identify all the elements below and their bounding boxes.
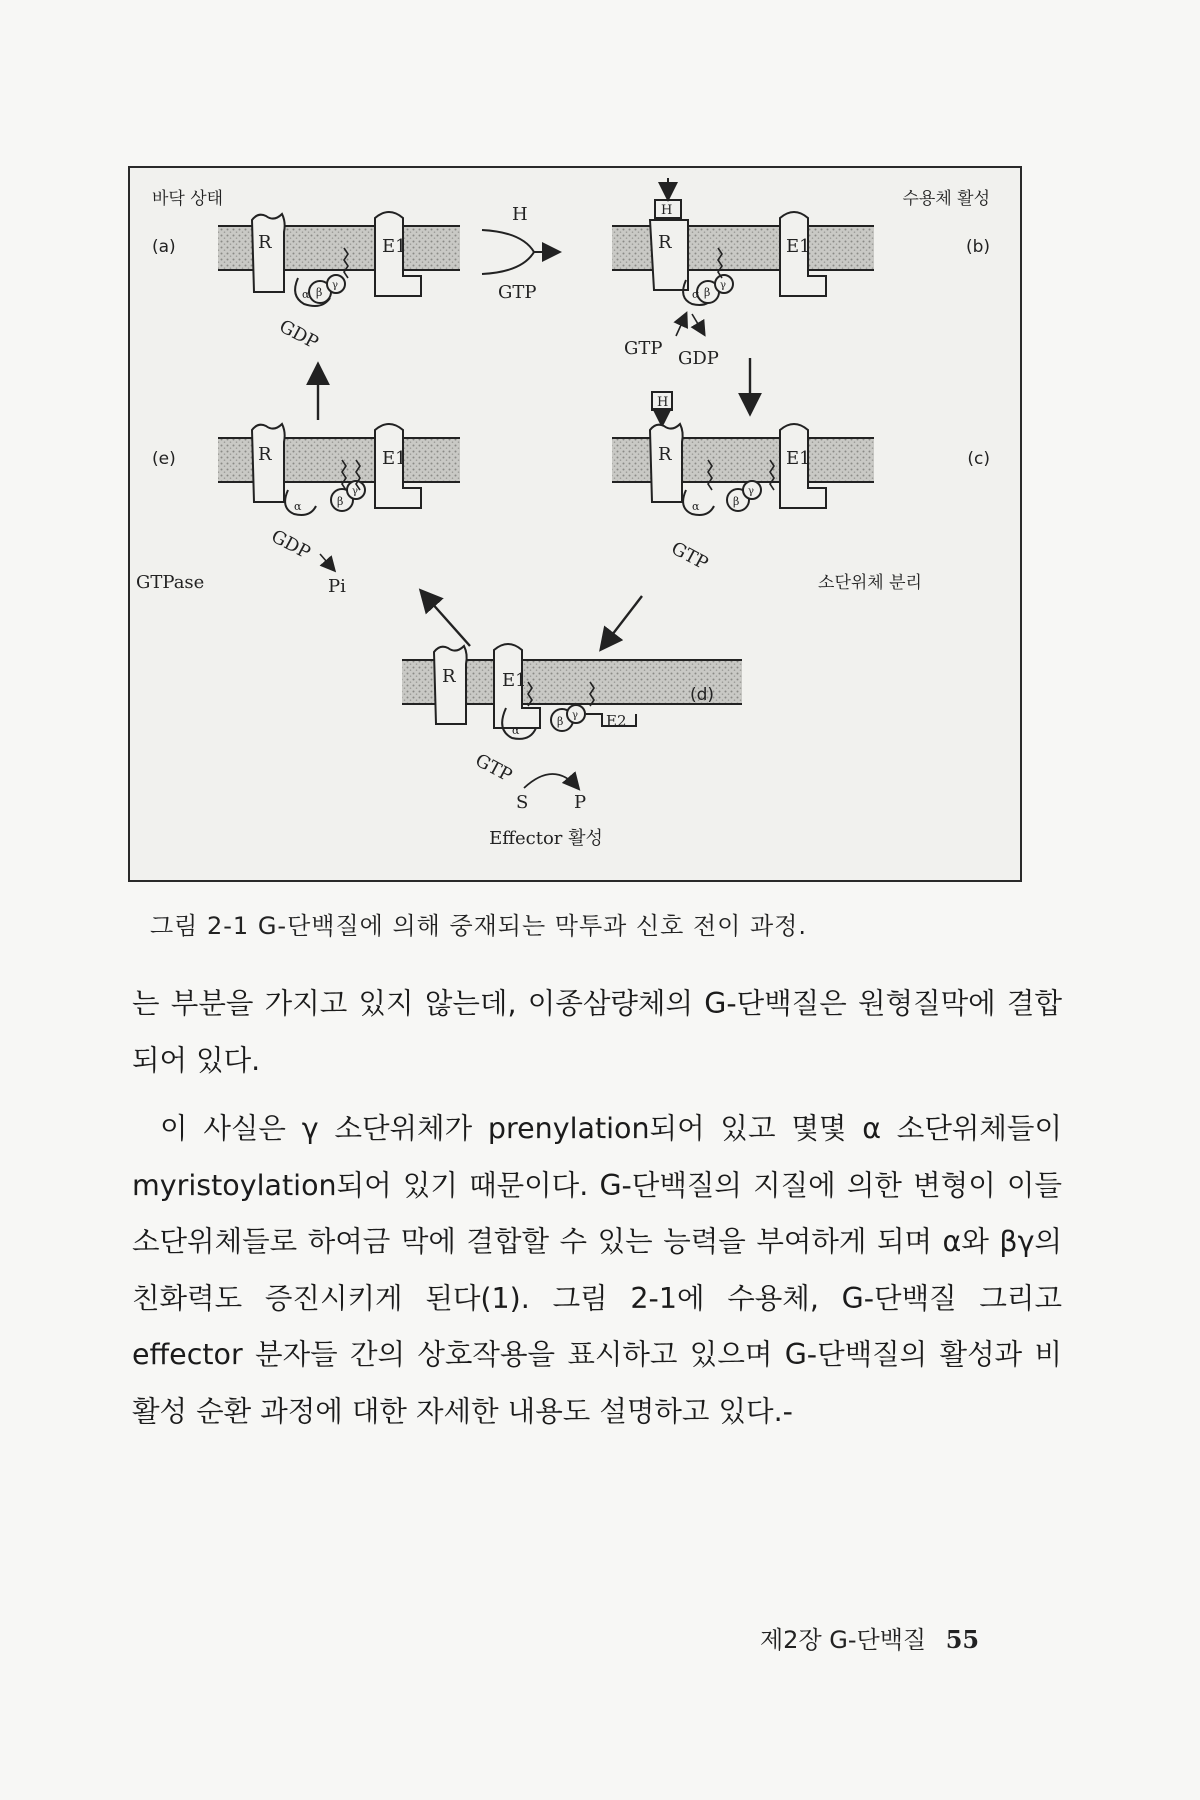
beta-e: β	[337, 495, 344, 508]
receptor-b: R	[658, 232, 672, 253]
receptor-d: R	[442, 666, 456, 687]
paragraph-1: 는 부분을 가지고 있지 않는데, 이종삼량체의 G-단백질은 원형질막에 결합되어 있다.	[132, 987, 1062, 1077]
alpha-b: α	[692, 288, 700, 301]
hormone-b: H	[661, 203, 673, 218]
receptor-a: R	[258, 232, 272, 253]
panel-b	[612, 178, 874, 336]
page-footer	[760, 1620, 979, 1655]
effector-activation-label: Effector 활성	[489, 828, 603, 849]
product-label: P	[574, 792, 587, 813]
subunit-dissociation-label: 소단위체 분리	[818, 573, 922, 593]
effector1-d: E1	[502, 670, 527, 691]
receptor-shape	[252, 214, 285, 292]
figure-2-1	[128, 166, 1022, 882]
gdp-b: GDP	[678, 348, 719, 369]
page-number: 55	[945, 1625, 980, 1654]
beta-c: β	[733, 495, 740, 508]
alpha-c: α	[692, 500, 700, 513]
panel-d-label: (d)	[690, 685, 715, 705]
gtp-a-to-b: GTP	[498, 282, 537, 303]
receptor-e: R	[258, 444, 272, 465]
alpha-e: α	[294, 500, 302, 513]
effector1-a: E1	[382, 236, 407, 257]
label-receptor-activation: 수용체 활성	[902, 189, 990, 209]
paragraph-2: 이 사실은 γ 소단위체가 prenylation되어 있고 몇몇 α 소단위체들이 myristoylation되어 있기 때문이다. G-단백질의 지질에 의한 변형이 이들 소단위체들로 하여금 막에 결합할 수 있는 능력을 부여하게 되며 α와 βγ의 친화력도 증진시키게 된다(1). 그림 2-1에 수용체, G-단백질 그리고 effector 분자들 간의 상호작용을 표시하고 있으며 G-단백질의 활성과 비활성 순환 과정에 대한 자세한 내용도 설명하고 있다.-	[132, 1112, 1062, 1428]
receptor-c: R	[658, 444, 672, 465]
label-ground-state: 바닥 상태	[152, 189, 224, 209]
gamma-e: γ	[352, 486, 358, 497]
gamma-d: γ	[572, 710, 578, 721]
gamma-c: γ	[748, 486, 754, 497]
effector1-e: E1	[382, 448, 407, 469]
beta-a: β	[316, 286, 323, 299]
substrate-label: S	[516, 792, 529, 813]
gdp-a: GDP	[275, 315, 322, 354]
panel-b-label: (b)	[965, 237, 990, 257]
gtpase-label: GTPase	[136, 572, 205, 593]
gamma-b: γ	[720, 280, 726, 291]
panel-e-label: (e)	[152, 449, 176, 469]
panel-a-label: (a)	[152, 237, 176, 257]
hormone-label: H	[512, 204, 528, 225]
hormone-c: H	[657, 395, 669, 410]
figure-caption: 그림 2-1 G-단백질에 의해 중재되는 막투과 신호 전이 과정.	[150, 912, 807, 940]
panel-c	[612, 392, 874, 515]
body-text	[132, 976, 1062, 1440]
gtp-c: GTP	[667, 537, 712, 575]
effector1-c: E1	[786, 448, 811, 469]
panel-a	[218, 212, 460, 306]
panel-c-label: (c)	[967, 449, 990, 469]
beta-b: β	[704, 286, 711, 299]
g-protein-cycle-diagram	[130, 168, 1020, 880]
gdp-e: GDP	[267, 525, 314, 564]
gamma-a: γ	[332, 280, 338, 291]
effector2-d: E2	[606, 712, 627, 730]
gtp-b: GTP	[624, 338, 663, 359]
gtp-d: GTP	[471, 749, 516, 787]
pi-label: Pi	[328, 576, 346, 597]
beta-d: β	[557, 715, 564, 728]
alpha-d: α	[512, 724, 520, 737]
alpha-a: α	[302, 288, 310, 301]
effector1-b: E1	[786, 236, 811, 257]
chapter-title: 제2장 G-단백질	[760, 1626, 927, 1654]
